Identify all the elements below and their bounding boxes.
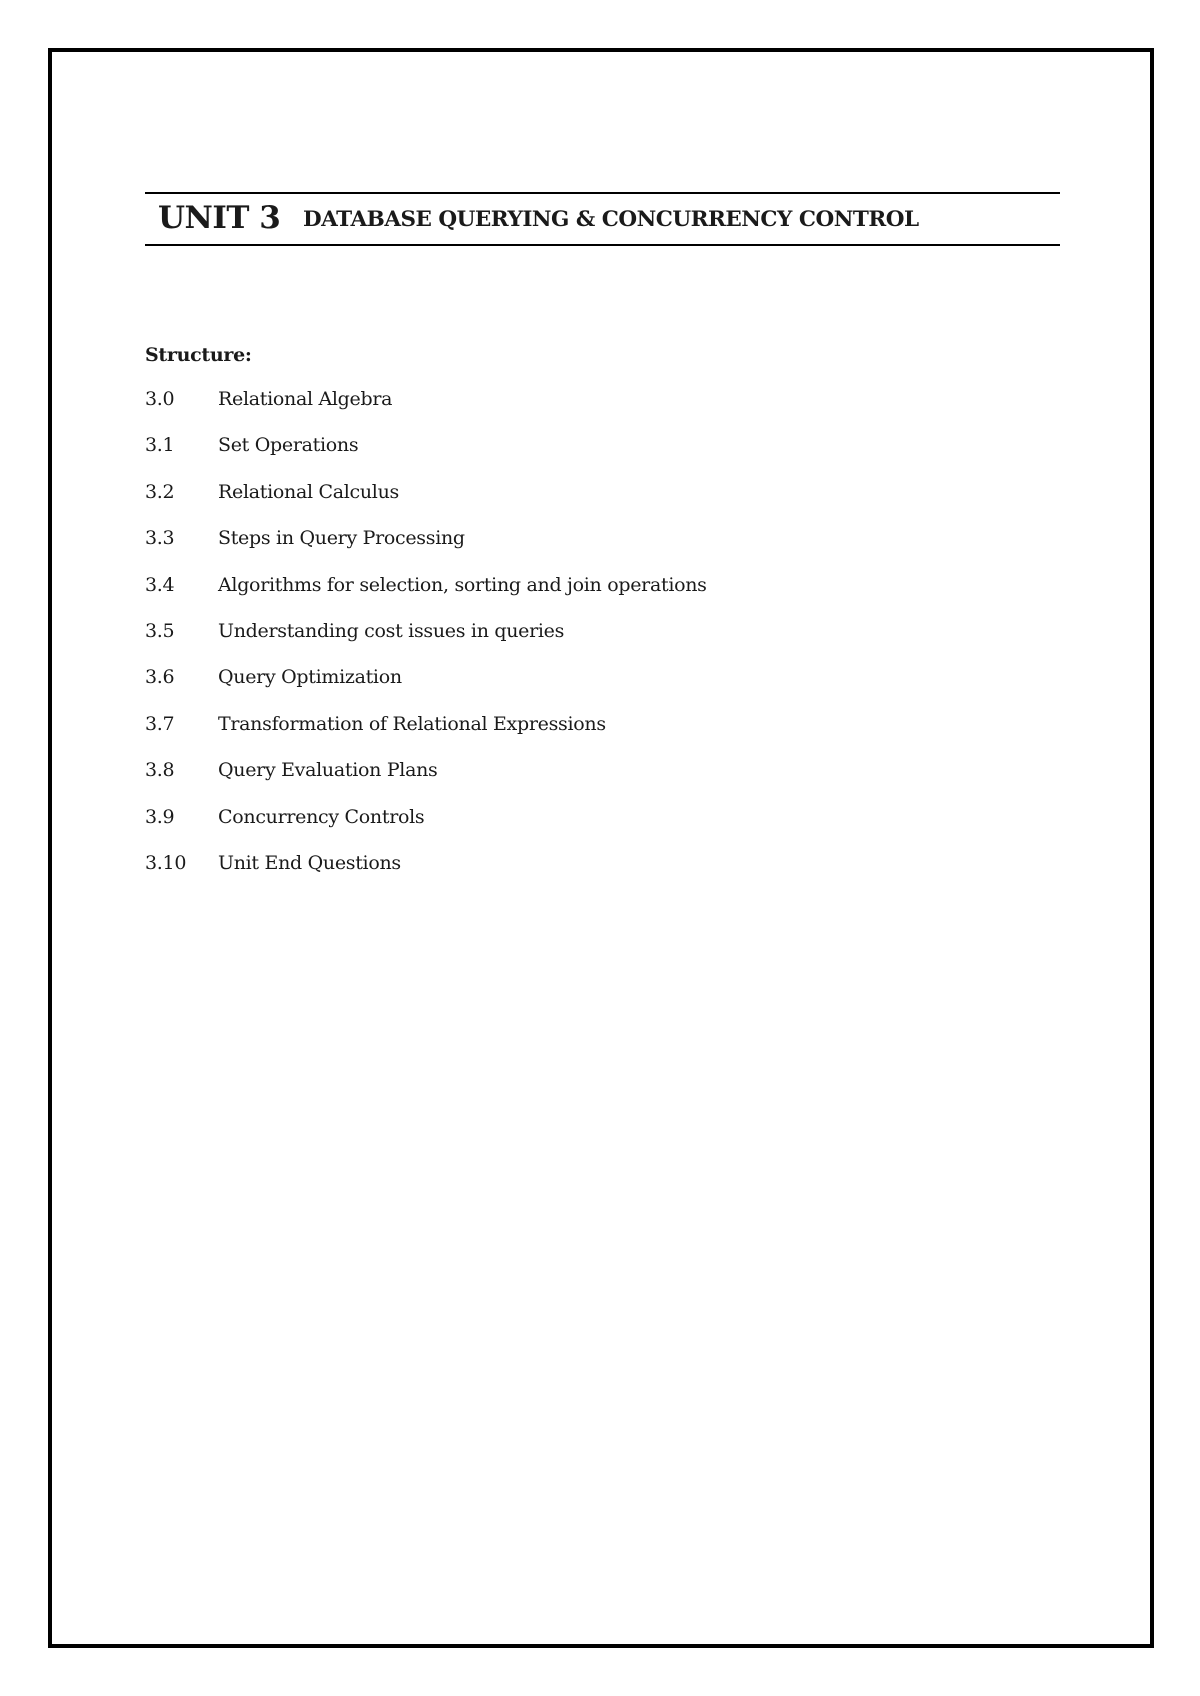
structure-item-number: 3.2 (145, 480, 175, 503)
unit-title: DATABASE QUERYING & CONCURRENCY CONTROL (303, 207, 919, 232)
structure-item-number: 3.5 (145, 619, 175, 642)
structure-item-number: 3.6 (145, 666, 175, 689)
structure-item-title: Set Operations (218, 434, 359, 457)
structure-item-number: 3.8 (145, 759, 175, 782)
structure-heading: Structure: (145, 344, 252, 366)
structure-item-title: Concurrency Controls (218, 805, 425, 828)
unit-label: UNIT 3 (158, 200, 281, 236)
structure-item-number: 3.1 (145, 434, 175, 457)
structure-item-number: 3.0 (145, 388, 175, 410)
structure-item-number: 3.9 (145, 805, 175, 828)
structure-item-title: Steps in Query Processing (218, 527, 465, 550)
structure-item-title: Query Evaluation Plans (218, 759, 438, 782)
structure-item-title: Query Optimization (218, 666, 402, 689)
structure-item-title: Transformation of Relational Expressions (218, 712, 606, 735)
structure-item-number: 3.3 (145, 527, 175, 550)
page-border (48, 48, 1154, 1648)
structure-item-title: Algorithms for selection, sorting and join operations (218, 573, 707, 596)
structure-item-number: 3.7 (145, 712, 175, 735)
structure-item-title: Relational Calculus (218, 480, 399, 503)
structure-item-title: Relational Algebra (218, 388, 393, 410)
structure-item-title: Understanding cost issues in queries (218, 619, 565, 642)
structure-item-number: 3.4 (145, 573, 175, 596)
structure-item-number: 3.10 (145, 851, 187, 874)
unit-header (145, 192, 1060, 246)
structure-item-title: Unit End Questions (218, 851, 401, 874)
